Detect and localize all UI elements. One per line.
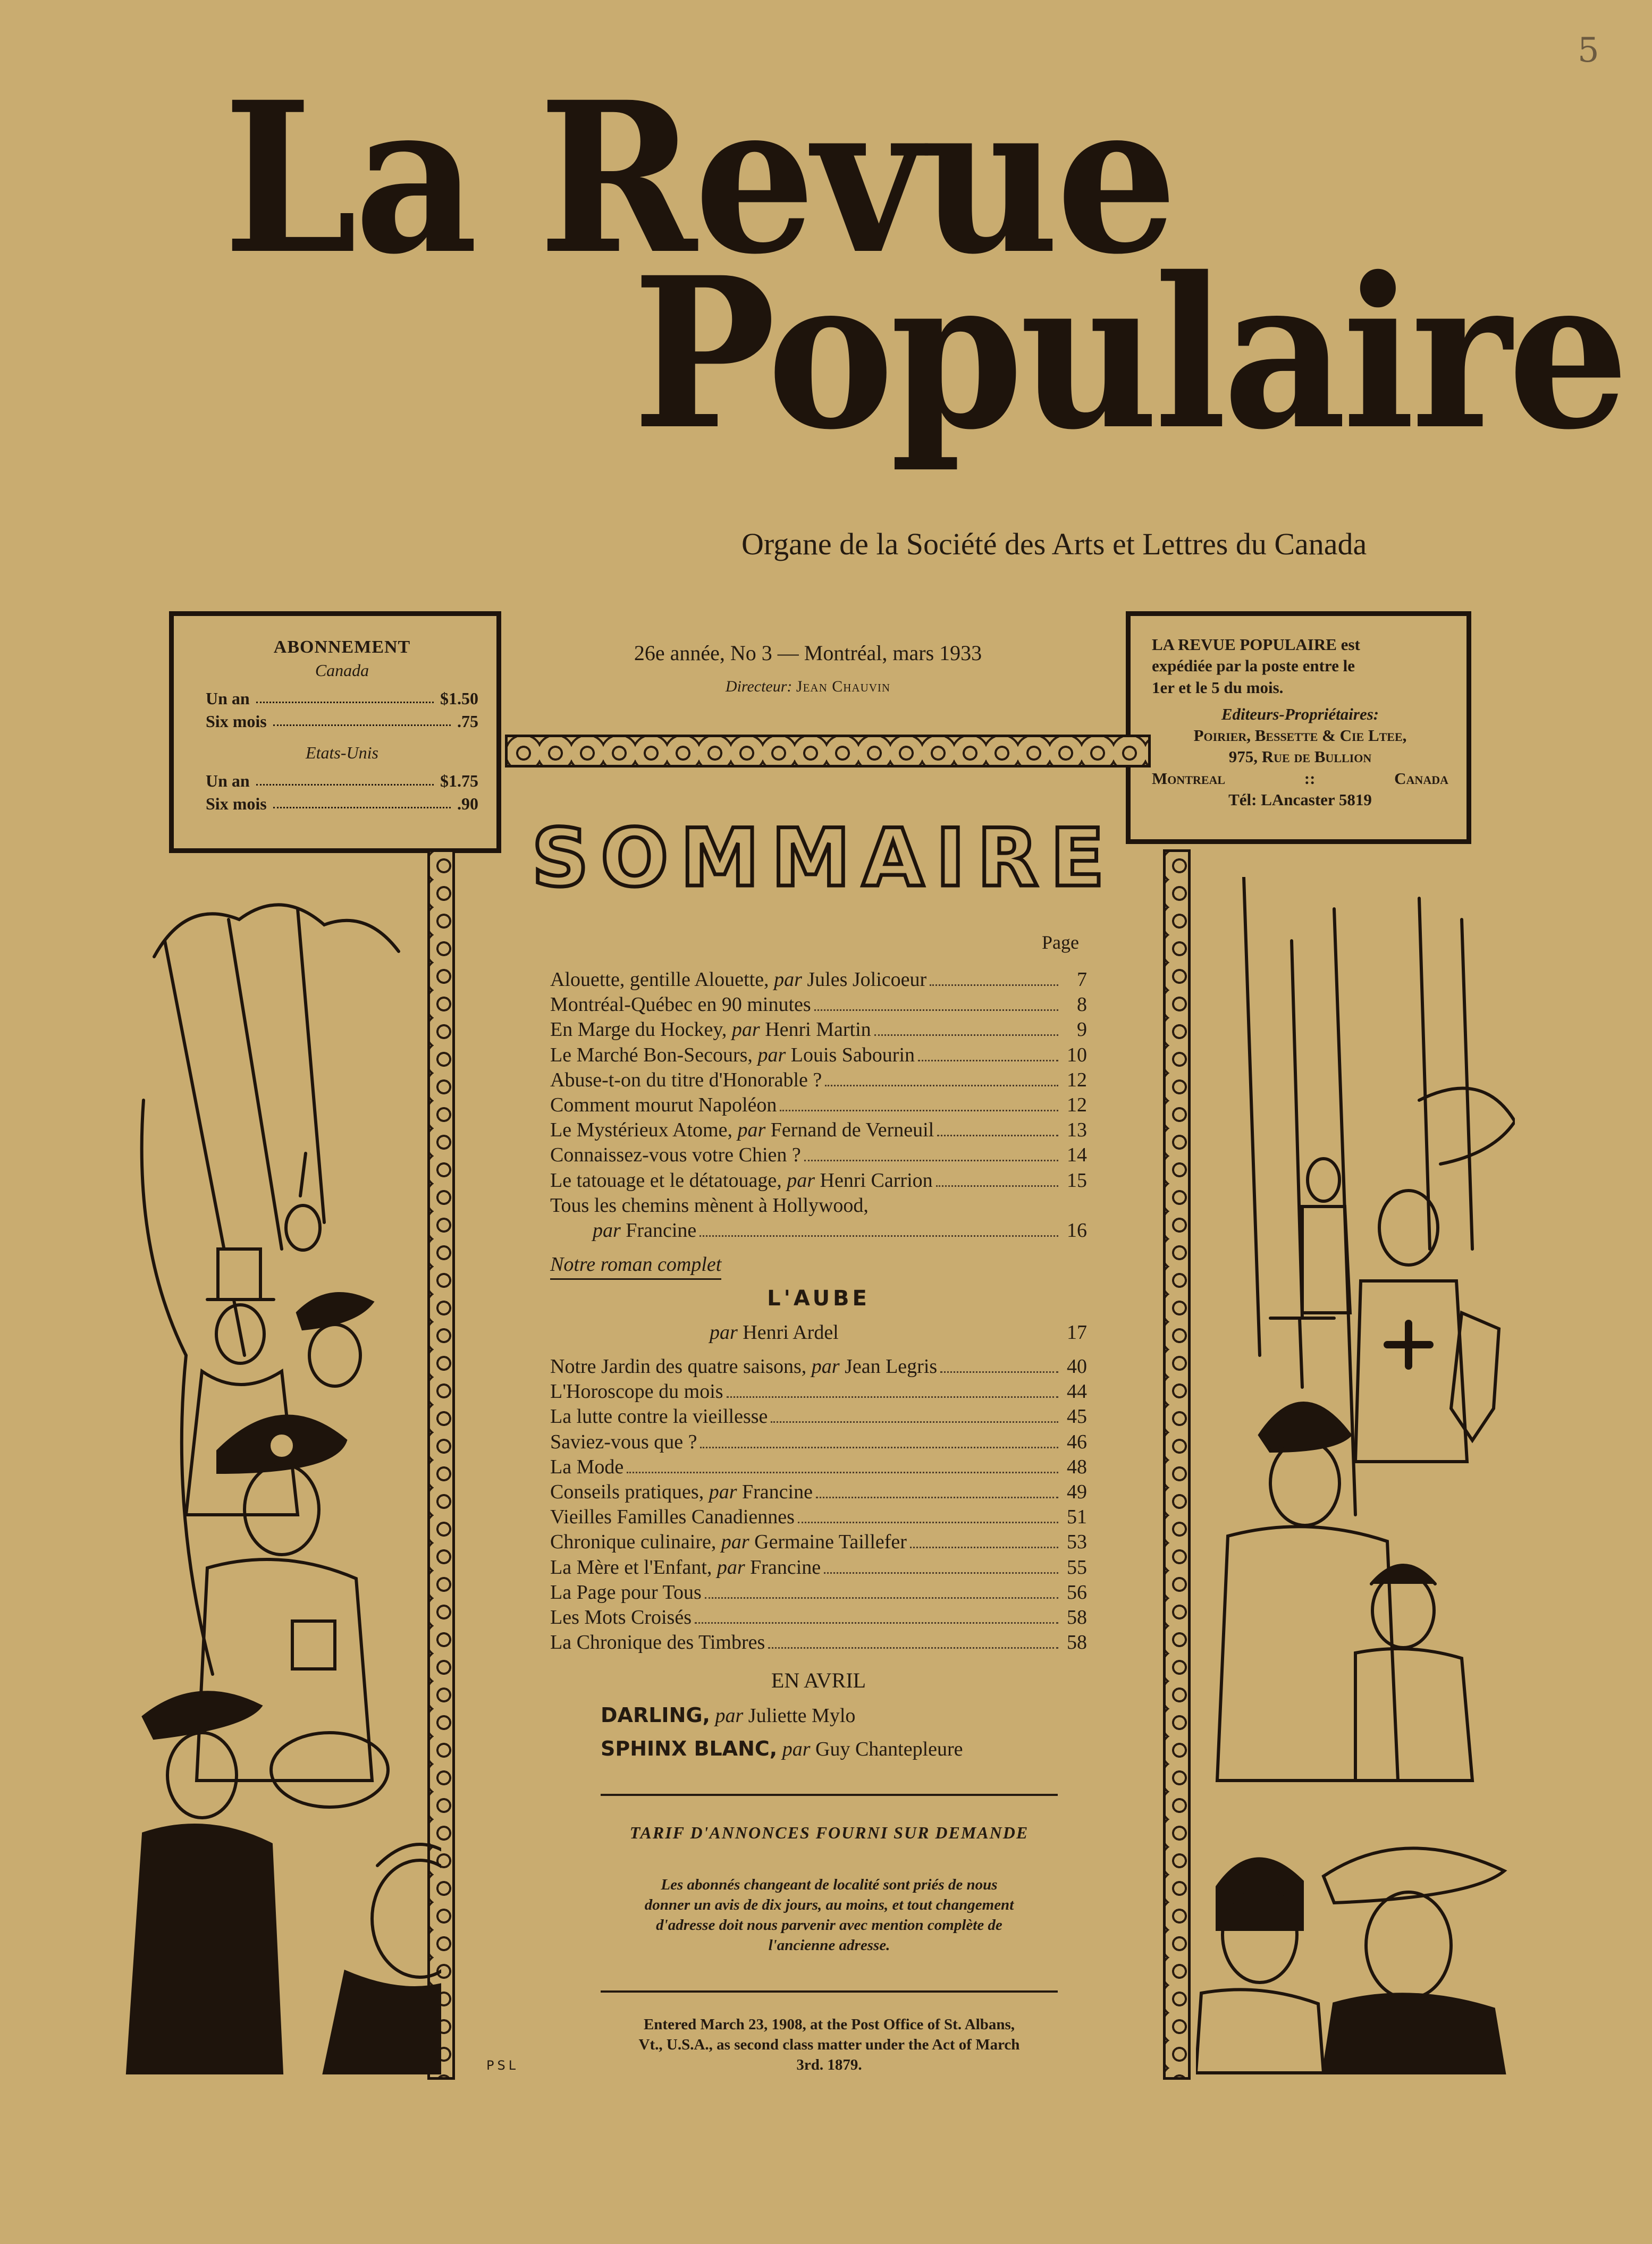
toc-page: 12 (1067, 1068, 1087, 1091)
toc-page: 13 (1067, 1119, 1087, 1142)
toc-title: La Mère et l'Enfant, (550, 1556, 712, 1579)
toc-page: 53 (1067, 1531, 1087, 1554)
toc-row (550, 1580, 1087, 1605)
toc-page: 51 (1067, 1506, 1087, 1529)
toc-title: Saviez-vous que ? (550, 1430, 697, 1453)
toc-row (550, 1605, 1087, 1630)
toc-row (550, 1017, 1087, 1042)
toc-page: 55 (1067, 1556, 1087, 1579)
toc-par: par (811, 1355, 840, 1378)
toc-title: Le tatouage et le détatouage, (550, 1169, 782, 1192)
roman-label: Notre roman complet (550, 1253, 721, 1280)
toc-author: Henri Carrion (820, 1169, 933, 1192)
toc-row (550, 1505, 1087, 1530)
publisher-name: Poirier, Bessette & Cie Ltee, (1193, 726, 1407, 745)
toc-row (550, 967, 1087, 992)
issue-line: 26e année, No 3 — Montréal, mars 1933 (634, 641, 982, 665)
postal-entry-notice: Entered March 23, 1908, at the Post Office of St. Albans, Vt., U.S.A., as second class matter under the Act of March 3rd. 1879. (638, 2016, 1020, 2073)
toc-row (550, 1379, 1087, 1404)
toc-page: 10 (1067, 1043, 1087, 1066)
director-label: Directeur: (725, 678, 793, 695)
toc-row (550, 1068, 1087, 1093)
subscription-row: Six mois .75 (206, 712, 478, 731)
toc-row (550, 1354, 1087, 1379)
subscription-heading: ABONNEMENT (273, 637, 411, 657)
toc-row: par Francine 16 (593, 1219, 1087, 1242)
toc-row (550, 1404, 1087, 1429)
toc-par: par (787, 1169, 815, 1192)
subscription-row: Un an $1.50 (206, 689, 478, 708)
toc-row (550, 1630, 1087, 1655)
toc-title: Notre Jardin des quatre saisons, (550, 1355, 807, 1378)
publisher-line3: 1er et le 5 du mois. (1152, 678, 1284, 697)
toc-par: par (709, 1481, 737, 1504)
publisher-label: Editeurs-Propriétaires: (1221, 704, 1379, 723)
toc-page: 40 (1067, 1355, 1087, 1378)
sommaire-heading: SOMMAIRE (532, 812, 1116, 905)
toc-title: Le Marché Bon-Secours, (550, 1043, 753, 1066)
toc-page: 8 (1077, 993, 1087, 1016)
toc-title: Alouette, gentille Alouette, (550, 968, 769, 991)
toc-title: Comment mourut Napoléon (550, 1094, 777, 1117)
right-illustration (1196, 877, 1515, 2078)
director-line (532, 678, 1084, 696)
roman-title: L'AUBE (767, 1286, 870, 1311)
toc-title: La Page pour Tous (550, 1581, 702, 1604)
toc-row (550, 1043, 1087, 1068)
masthead-subtitle: Organe de la Société des Arts et Lettres du Canada (741, 527, 1367, 561)
ornamental-band-top (505, 735, 1151, 767)
toc-title: L'Horoscope du mois (550, 1380, 723, 1403)
toc-title: Connaissez-vous votre Chien ? (550, 1144, 801, 1167)
toc-par: par (717, 1556, 745, 1579)
toc-author: Jean Legris (845, 1355, 938, 1378)
toc-title: En Marge du Hockey, (550, 1018, 727, 1041)
publisher-line2: expédiée par la poste entre le (1152, 656, 1355, 676)
masthead-title-line2: Populaire (633, 232, 1625, 475)
toc-title: Chronique culinaire, (550, 1531, 717, 1554)
toc-page: 56 (1067, 1581, 1087, 1604)
toc-author: Germaine Taillefer (754, 1531, 907, 1554)
toc-row (550, 1455, 1087, 1480)
toc-page: 58 (1067, 1606, 1087, 1629)
publisher-address: 975, Rue de Bullion (1228, 747, 1372, 766)
left-illustration (122, 877, 441, 2078)
toc-page: 49 (1067, 1481, 1087, 1504)
toc-title: Abuse-t-on du titre d'Honorable ? (550, 1068, 822, 1091)
toc-par: par (737, 1119, 766, 1142)
toc-page: 46 (1067, 1430, 1087, 1453)
divider (601, 1990, 1058, 1993)
publisher-line1: LA REVUE POPULAIRE est (1152, 635, 1360, 654)
masthead-title-line1: La Revue (223, 56, 1175, 300)
ornamental-column-right (1163, 849, 1191, 2080)
toc-page: 15 (1067, 1169, 1087, 1192)
toc-page: 58 (1067, 1631, 1087, 1654)
toc-title: La Mode (550, 1455, 624, 1478)
toc-row (550, 1168, 1087, 1193)
toc-list (550, 967, 1087, 1243)
toc-title: Les Mots Croisés (550, 1606, 692, 1629)
toc-page: 14 (1067, 1144, 1087, 1167)
toc-page: 48 (1067, 1455, 1087, 1478)
tarif-notice: TARIF D'ANNONCES FOURNI SUR DEMANDE (629, 1823, 1029, 1842)
address-change-notice: Les abonnés changeant de localité sont priés de nous donner un avis de dix jours, au moins, et tout changement d'adresse doit nous parvenir avec mention complète de l'ancienne adresse. (644, 1876, 1014, 1954)
toc-title: La lutte contre la vieillesse (550, 1405, 768, 1428)
toc-title: Vieilles Familles Canadiennes (550, 1506, 795, 1529)
toc-par: par (774, 968, 802, 991)
toc-row (550, 992, 1087, 1017)
toc-author: Henri Martin (765, 1018, 871, 1041)
toc-page: 7 (1077, 968, 1087, 991)
next-issue-item: DARLING, par Juliette Mylo (601, 1703, 856, 1727)
toc-par: par (721, 1531, 749, 1554)
toc-page: 44 (1067, 1380, 1087, 1403)
toc-author: Louis Sabourin (790, 1043, 915, 1066)
page-column-label: Page (1042, 932, 1079, 953)
artist-signature: PSL (486, 2058, 519, 2073)
toc-page: 9 (1077, 1018, 1087, 1041)
toc-title: Le Mystérieux Atome, (550, 1119, 732, 1142)
toc-page: 12 (1067, 1094, 1087, 1117)
toc-row: Tous les chemins mènent à Hollywood, (550, 1194, 869, 1217)
subscription-usa-label: Etats-Unis (306, 743, 378, 762)
publisher-city-line: Montreal :: Canada (1152, 769, 1448, 788)
toc-title: La Chronique des Timbres (550, 1631, 765, 1654)
page-number: 5 (1578, 31, 1599, 70)
toc-author: Fernand de Verneuil (770, 1119, 934, 1142)
toc-row (550, 1093, 1087, 1118)
roman-author-row: par Henri Ardel 17 (710, 1321, 1087, 1344)
toc-row (550, 1555, 1087, 1580)
toc-title: Conseils pratiques, (550, 1481, 704, 1504)
toc-row (550, 1430, 1087, 1455)
toc-row (550, 1118, 1087, 1143)
next-issue-item: SPHINX BLANC, par Guy Chantepleure (601, 1737, 963, 1760)
toc-page: 45 (1067, 1405, 1087, 1428)
next-issue-heading: EN AVRIL (771, 1668, 866, 1692)
subscription-box (169, 611, 501, 853)
toc-par: par (757, 1043, 786, 1066)
toc-list-2 (550, 1354, 1087, 1655)
subscription-row: Six mois .90 (206, 794, 478, 813)
toc-author: Francine (742, 1481, 813, 1504)
publisher-box (1126, 611, 1471, 844)
toc-author: Francine (750, 1556, 821, 1579)
toc-row (550, 1530, 1087, 1555)
publisher-tel: Tél: LAncaster 5819 (1228, 790, 1372, 809)
subscription-row: Un an $1.75 (206, 771, 478, 790)
toc-row (550, 1143, 1087, 1168)
subscription-canada-label: Canada (315, 661, 369, 680)
toc-row (550, 1480, 1087, 1505)
divider (601, 1794, 1058, 1796)
director-name: Jean Chauvin (796, 678, 891, 695)
toc-author: Jules Jolicoeur (807, 968, 927, 991)
toc-par: par (731, 1018, 760, 1041)
toc-title: Montréal-Québec en 90 minutes (550, 993, 811, 1016)
